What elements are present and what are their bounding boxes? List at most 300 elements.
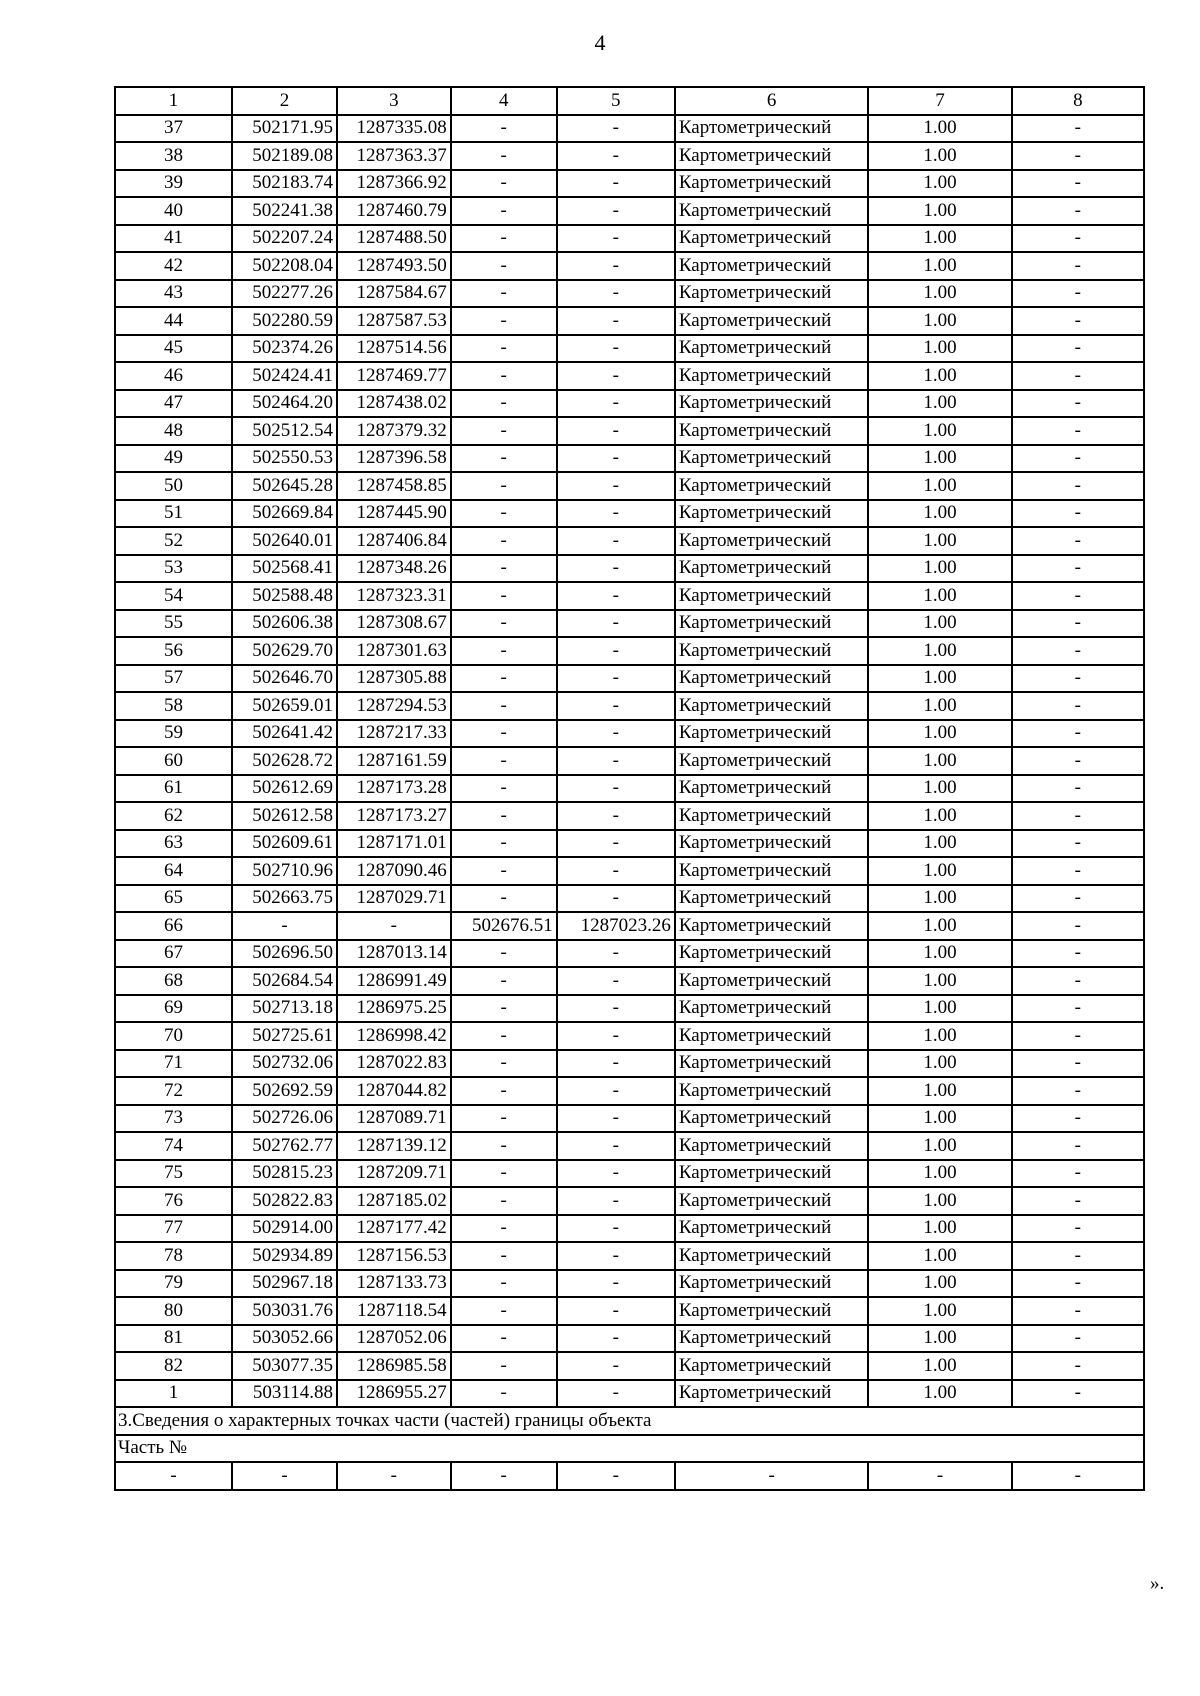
table-row bbox=[115, 280, 1144, 308]
description-cell: - bbox=[1012, 692, 1144, 720]
x-coord-cell: 502934.89 bbox=[232, 1242, 337, 1270]
x-coord-alt-cell: - bbox=[451, 1215, 557, 1243]
x-coord-cell: 502732.06 bbox=[232, 1050, 337, 1078]
x-coord-alt-cell: - bbox=[451, 995, 557, 1023]
table-row bbox=[115, 1270, 1144, 1298]
x-coord-cell: 502692.59 bbox=[232, 1077, 337, 1105]
table-row bbox=[115, 637, 1144, 665]
table-row bbox=[115, 1380, 1144, 1408]
header-cell: 3 bbox=[337, 87, 451, 115]
y-coord-alt-cell: - bbox=[557, 582, 675, 610]
point-number-cell: 46 bbox=[115, 362, 232, 390]
table-row bbox=[115, 170, 1144, 198]
description-cell: - bbox=[1012, 555, 1144, 583]
y-coord-alt-cell: - bbox=[557, 1105, 675, 1133]
method-cell: Картометрический bbox=[675, 115, 869, 143]
point-number-cell: 45 bbox=[115, 335, 232, 363]
method-cell: Картометрический bbox=[675, 967, 869, 995]
table-row bbox=[115, 252, 1144, 280]
method-cell: Картометрический bbox=[675, 555, 869, 583]
x-coord-alt-cell: - bbox=[451, 197, 557, 225]
x-coord-alt-cell: - bbox=[451, 555, 557, 583]
empty-cell: - bbox=[557, 1462, 675, 1490]
y-coord-cell: 1287379.32 bbox=[337, 417, 451, 445]
x-coord-alt-cell: - bbox=[451, 885, 557, 913]
table-row bbox=[115, 912, 1144, 940]
x-coord-alt-cell: - bbox=[451, 1297, 557, 1325]
y-coord-alt-cell: - bbox=[557, 1160, 675, 1188]
empty-cell: - bbox=[337, 1462, 451, 1490]
x-coord-cell: 503077.35 bbox=[232, 1352, 337, 1380]
table-row bbox=[115, 1187, 1144, 1215]
method-cell: Картометрический bbox=[675, 417, 869, 445]
point-number-cell: 56 bbox=[115, 637, 232, 665]
x-coord-cell: 502512.54 bbox=[232, 417, 337, 445]
header-cell: 6 bbox=[675, 87, 869, 115]
description-cell: - bbox=[1012, 1022, 1144, 1050]
point-number-cell: 53 bbox=[115, 555, 232, 583]
y-coord-alt-cell: - bbox=[557, 225, 675, 253]
description-cell: - bbox=[1012, 1297, 1144, 1325]
x-coord-alt-cell: - bbox=[451, 1187, 557, 1215]
x-coord-alt-cell: - bbox=[451, 610, 557, 638]
point-number-cell: 58 bbox=[115, 692, 232, 720]
description-cell: - bbox=[1012, 1187, 1144, 1215]
precision-cell: 1.00 bbox=[868, 527, 1011, 555]
y-coord-alt-cell: - bbox=[557, 335, 675, 363]
y-coord-cell: 1287308.67 bbox=[337, 610, 451, 638]
precision-cell: 1.00 bbox=[868, 610, 1011, 638]
method-cell: Картометрический bbox=[675, 610, 869, 638]
method-cell: Картометрический bbox=[675, 527, 869, 555]
y-coord-alt-cell: - bbox=[557, 1187, 675, 1215]
description-cell: - bbox=[1012, 142, 1144, 170]
x-coord-alt-cell: - bbox=[451, 362, 557, 390]
x-coord-alt-cell: - bbox=[451, 967, 557, 995]
precision-cell: 1.00 bbox=[868, 472, 1011, 500]
point-number-cell: 62 bbox=[115, 802, 232, 830]
y-coord-cell: 1287396.58 bbox=[337, 445, 451, 473]
table-row bbox=[115, 1352, 1144, 1380]
x-coord-alt-cell: - bbox=[451, 1242, 557, 1270]
point-number-cell: 81 bbox=[115, 1325, 232, 1353]
x-coord-cell: 502645.28 bbox=[232, 472, 337, 500]
x-coord-alt-cell: - bbox=[451, 307, 557, 335]
point-number-cell: 57 bbox=[115, 665, 232, 693]
x-coord-cell: 502684.54 bbox=[232, 967, 337, 995]
y-coord-alt-cell: - bbox=[557, 692, 675, 720]
x-coord-alt-cell: - bbox=[451, 775, 557, 803]
x-coord-cell: 502663.75 bbox=[232, 885, 337, 913]
x-coord-cell: 503052.66 bbox=[232, 1325, 337, 1353]
precision-cell: 1.00 bbox=[868, 1242, 1011, 1270]
y-coord-cell: 1287458.85 bbox=[337, 472, 451, 500]
table-row bbox=[115, 335, 1144, 363]
description-cell: - bbox=[1012, 885, 1144, 913]
x-coord-cell: 503031.76 bbox=[232, 1297, 337, 1325]
y-coord-alt-cell: - bbox=[557, 472, 675, 500]
empty-cell: - bbox=[232, 1462, 337, 1490]
description-cell: - bbox=[1012, 225, 1144, 253]
method-cell: Картометрический bbox=[675, 665, 869, 693]
description-cell: - bbox=[1012, 637, 1144, 665]
precision-cell: 1.00 bbox=[868, 1352, 1011, 1380]
point-number-cell: 39 bbox=[115, 170, 232, 198]
x-coord-alt-cell: - bbox=[451, 445, 557, 473]
description-cell: - bbox=[1012, 197, 1144, 225]
table-row bbox=[115, 362, 1144, 390]
precision-cell: 1.00 bbox=[868, 142, 1011, 170]
description-cell: - bbox=[1012, 1380, 1144, 1408]
x-coord-alt-cell: - bbox=[451, 527, 557, 555]
precision-cell: 1.00 bbox=[868, 940, 1011, 968]
point-number-cell: 59 bbox=[115, 720, 232, 748]
precision-cell: 1.00 bbox=[868, 967, 1011, 995]
y-coord-cell: 1287301.63 bbox=[337, 637, 451, 665]
method-cell: Картометрический bbox=[675, 1077, 869, 1105]
y-coord-alt-cell: - bbox=[557, 747, 675, 775]
method-cell: Картометрический bbox=[675, 362, 869, 390]
method-cell: Картометрический bbox=[675, 500, 869, 528]
table-row bbox=[115, 940, 1144, 968]
point-number-cell: 70 bbox=[115, 1022, 232, 1050]
point-number-cell: 76 bbox=[115, 1187, 232, 1215]
y-coord-cell: 1287348.26 bbox=[337, 555, 451, 583]
precision-cell: 1.00 bbox=[868, 500, 1011, 528]
precision-cell: 1.00 bbox=[868, 1325, 1011, 1353]
table-row bbox=[115, 692, 1144, 720]
table-row bbox=[115, 995, 1144, 1023]
y-coord-alt-cell: - bbox=[557, 1022, 675, 1050]
y-coord-cell: 1287090.46 bbox=[337, 857, 451, 885]
method-cell: Картометрический bbox=[675, 472, 869, 500]
y-coord-alt-cell: - bbox=[557, 610, 675, 638]
coordinates-table bbox=[114, 86, 1145, 1491]
table-row bbox=[115, 665, 1144, 693]
x-coord-cell: 502609.61 bbox=[232, 830, 337, 858]
point-number-cell: 66 bbox=[115, 912, 232, 940]
table-row bbox=[115, 500, 1144, 528]
precision-cell: 1.00 bbox=[868, 555, 1011, 583]
precision-cell: 1.00 bbox=[868, 115, 1011, 143]
y-coord-alt-cell: - bbox=[557, 1297, 675, 1325]
y-coord-alt-cell: - bbox=[557, 1215, 675, 1243]
y-coord-alt-cell: - bbox=[557, 637, 675, 665]
description-cell: - bbox=[1012, 610, 1144, 638]
point-number-cell: 63 bbox=[115, 830, 232, 858]
point-number-cell: 78 bbox=[115, 1242, 232, 1270]
x-coord-cell: 502641.42 bbox=[232, 720, 337, 748]
method-cell: Картометрический bbox=[675, 1297, 869, 1325]
x-coord-alt-cell: - bbox=[451, 1050, 557, 1078]
table-row bbox=[115, 747, 1144, 775]
method-cell: Картометрический bbox=[675, 1187, 869, 1215]
method-cell: Картометрический bbox=[675, 280, 869, 308]
x-coord-cell: 502208.04 bbox=[232, 252, 337, 280]
y-coord-alt-cell: - bbox=[557, 390, 675, 418]
precision-cell: 1.00 bbox=[868, 720, 1011, 748]
point-number-cell: 74 bbox=[115, 1132, 232, 1160]
precision-cell: 1.00 bbox=[868, 747, 1011, 775]
y-coord-cell: 1287514.56 bbox=[337, 335, 451, 363]
description-cell: - bbox=[1012, 527, 1144, 555]
x-coord-cell: 502588.48 bbox=[232, 582, 337, 610]
precision-cell: 1.00 bbox=[868, 197, 1011, 225]
x-coord-alt-cell: - bbox=[451, 940, 557, 968]
x-coord-cell: 502822.83 bbox=[232, 1187, 337, 1215]
description-cell: - bbox=[1012, 445, 1144, 473]
y-coord-alt-cell: - bbox=[557, 252, 675, 280]
point-number-cell: 61 bbox=[115, 775, 232, 803]
precision-cell: 1.00 bbox=[868, 170, 1011, 198]
x-coord-alt-cell: - bbox=[451, 637, 557, 665]
y-coord-cell: 1287438.02 bbox=[337, 390, 451, 418]
y-coord-alt-cell: - bbox=[557, 1077, 675, 1105]
method-cell: Картометрический bbox=[675, 1242, 869, 1270]
y-coord-cell: 1287363.37 bbox=[337, 142, 451, 170]
precision-cell: 1.00 bbox=[868, 1380, 1011, 1408]
description-cell: - bbox=[1012, 1270, 1144, 1298]
y-coord-alt-cell: - bbox=[557, 417, 675, 445]
y-coord-alt-cell: 1287023.26 bbox=[557, 912, 675, 940]
description-cell: - bbox=[1012, 747, 1144, 775]
point-number-cell: 48 bbox=[115, 417, 232, 445]
description-cell: - bbox=[1012, 417, 1144, 445]
table-row bbox=[115, 1022, 1144, 1050]
y-coord-cell: 1287029.71 bbox=[337, 885, 451, 913]
method-cell: Картометрический bbox=[675, 1022, 869, 1050]
point-number-cell: 69 bbox=[115, 995, 232, 1023]
x-coord-cell: 502550.53 bbox=[232, 445, 337, 473]
precision-cell: 1.00 bbox=[868, 225, 1011, 253]
x-coord-alt-cell: - bbox=[451, 142, 557, 170]
table-row bbox=[115, 1077, 1144, 1105]
point-number-cell: 67 bbox=[115, 940, 232, 968]
precision-cell: 1.00 bbox=[868, 280, 1011, 308]
y-coord-cell: 1287488.50 bbox=[337, 225, 451, 253]
method-cell: Картометрический bbox=[675, 225, 869, 253]
method-cell: Картометрический bbox=[675, 720, 869, 748]
description-cell: - bbox=[1012, 472, 1144, 500]
precision-cell: 1.00 bbox=[868, 1105, 1011, 1133]
y-coord-alt-cell: - bbox=[557, 665, 675, 693]
x-coord-cell: - bbox=[232, 912, 337, 940]
x-coord-cell: 502424.41 bbox=[232, 362, 337, 390]
method-cell: Картометрический bbox=[675, 142, 869, 170]
table-row bbox=[115, 1297, 1144, 1325]
x-coord-cell: 502762.77 bbox=[232, 1132, 337, 1160]
table-row bbox=[115, 967, 1144, 995]
y-coord-alt-cell: - bbox=[557, 500, 675, 528]
table-row bbox=[115, 830, 1144, 858]
x-coord-alt-cell: - bbox=[451, 500, 557, 528]
description-cell: - bbox=[1012, 802, 1144, 830]
table-row bbox=[115, 115, 1144, 143]
method-cell: Картометрический bbox=[675, 390, 869, 418]
precision-cell: 1.00 bbox=[868, 1187, 1011, 1215]
x-coord-alt-cell: - bbox=[451, 582, 557, 610]
method-cell: Картометрический bbox=[675, 775, 869, 803]
point-number-cell: 82 bbox=[115, 1352, 232, 1380]
x-coord-alt-cell: - bbox=[451, 170, 557, 198]
point-number-cell: 52 bbox=[115, 527, 232, 555]
y-coord-alt-cell: - bbox=[557, 362, 675, 390]
method-cell: Картометрический bbox=[675, 1050, 869, 1078]
x-coord-cell: 502640.01 bbox=[232, 527, 337, 555]
description-cell: - bbox=[1012, 307, 1144, 335]
part-row bbox=[115, 1435, 1144, 1463]
table-row bbox=[115, 142, 1144, 170]
method-cell: Картометрический bbox=[675, 582, 869, 610]
y-coord-cell: 1287185.02 bbox=[337, 1187, 451, 1215]
x-coord-cell: 502669.84 bbox=[232, 500, 337, 528]
point-number-cell: 80 bbox=[115, 1297, 232, 1325]
point-number-cell: 38 bbox=[115, 142, 232, 170]
y-coord-cell: 1287173.27 bbox=[337, 802, 451, 830]
table-row bbox=[115, 417, 1144, 445]
description-cell: - bbox=[1012, 115, 1144, 143]
x-coord-alt-cell: - bbox=[451, 802, 557, 830]
precision-cell: 1.00 bbox=[868, 1050, 1011, 1078]
header-cell: 8 bbox=[1012, 87, 1144, 115]
description-cell: - bbox=[1012, 912, 1144, 940]
description-cell: - bbox=[1012, 857, 1144, 885]
point-number-cell: 60 bbox=[115, 747, 232, 775]
method-cell: Картометрический bbox=[675, 197, 869, 225]
description-cell: - bbox=[1012, 1105, 1144, 1133]
y-coord-cell: 1287139.12 bbox=[337, 1132, 451, 1160]
point-number-cell: 41 bbox=[115, 225, 232, 253]
x-coord-alt-cell: - bbox=[451, 390, 557, 418]
page-number: 4 bbox=[594, 30, 606, 55]
y-coord-cell: 1287587.53 bbox=[337, 307, 451, 335]
x-coord-alt-cell: 502676.51 bbox=[451, 912, 557, 940]
method-cell: Картометрический bbox=[675, 1105, 869, 1133]
precision-cell: 1.00 bbox=[868, 252, 1011, 280]
y-coord-alt-cell: - bbox=[557, 940, 675, 968]
part-label: Часть № bbox=[115, 1435, 1144, 1463]
x-coord-cell: 502967.18 bbox=[232, 1270, 337, 1298]
y-coord-cell: 1287156.53 bbox=[337, 1242, 451, 1270]
header-cell: 4 bbox=[451, 87, 557, 115]
x-coord-alt-cell: - bbox=[451, 225, 557, 253]
point-number-cell: 47 bbox=[115, 390, 232, 418]
y-coord-alt-cell: - bbox=[557, 1242, 675, 1270]
description-cell: - bbox=[1012, 720, 1144, 748]
description-cell: - bbox=[1012, 995, 1144, 1023]
point-number-cell: 64 bbox=[115, 857, 232, 885]
y-coord-cell: 1287294.53 bbox=[337, 692, 451, 720]
precision-cell: 1.00 bbox=[868, 417, 1011, 445]
point-number-cell: 50 bbox=[115, 472, 232, 500]
method-cell: Картометрический bbox=[675, 747, 869, 775]
method-cell: Картометрический bbox=[675, 1132, 869, 1160]
precision-cell: 1.00 bbox=[868, 390, 1011, 418]
description-cell: - bbox=[1012, 665, 1144, 693]
description-cell: - bbox=[1012, 1352, 1144, 1380]
point-number-cell: 71 bbox=[115, 1050, 232, 1078]
x-coord-cell: 502189.08 bbox=[232, 142, 337, 170]
description-cell: - bbox=[1012, 1132, 1144, 1160]
y-coord-alt-cell: - bbox=[557, 115, 675, 143]
precision-cell: 1.00 bbox=[868, 692, 1011, 720]
method-cell: Картометрический bbox=[675, 885, 869, 913]
x-coord-cell: 502207.24 bbox=[232, 225, 337, 253]
method-cell: Картометрический bbox=[675, 912, 869, 940]
table-row bbox=[115, 582, 1144, 610]
x-coord-alt-cell: - bbox=[451, 115, 557, 143]
precision-cell: 1.00 bbox=[868, 1160, 1011, 1188]
y-coord-alt-cell: - bbox=[557, 197, 675, 225]
description-cell: - bbox=[1012, 252, 1144, 280]
empty-cell: - bbox=[1012, 1462, 1144, 1490]
point-number-cell: 49 bbox=[115, 445, 232, 473]
precision-cell: 1.00 bbox=[868, 1297, 1011, 1325]
point-number-cell: 55 bbox=[115, 610, 232, 638]
x-coord-cell: 502612.58 bbox=[232, 802, 337, 830]
point-number-cell: 65 bbox=[115, 885, 232, 913]
table-row bbox=[115, 197, 1144, 225]
description-cell: - bbox=[1012, 500, 1144, 528]
header-cell: 2 bbox=[232, 87, 337, 115]
y-coord-alt-cell: - bbox=[557, 802, 675, 830]
x-coord-alt-cell: - bbox=[451, 1077, 557, 1105]
description-cell: - bbox=[1012, 1325, 1144, 1353]
y-coord-cell: 1287022.83 bbox=[337, 1050, 451, 1078]
x-coord-cell: 502713.18 bbox=[232, 995, 337, 1023]
y-coord-cell: 1287118.54 bbox=[337, 1297, 451, 1325]
point-number-cell: 43 bbox=[115, 280, 232, 308]
point-number-cell: 42 bbox=[115, 252, 232, 280]
point-number-cell: 37 bbox=[115, 115, 232, 143]
description-cell: - bbox=[1012, 940, 1144, 968]
method-cell: Картометрический bbox=[675, 1215, 869, 1243]
method-cell: Картометрический bbox=[675, 1380, 869, 1408]
header-cell: 1 bbox=[115, 87, 232, 115]
y-coord-alt-cell: - bbox=[557, 170, 675, 198]
empty-cell: - bbox=[868, 1462, 1011, 1490]
x-coord-alt-cell: - bbox=[451, 1105, 557, 1133]
method-cell: Картометрический bbox=[675, 1325, 869, 1353]
x-coord-alt-cell: - bbox=[451, 417, 557, 445]
table-row bbox=[115, 885, 1144, 913]
y-coord-cell: 1287366.92 bbox=[337, 170, 451, 198]
point-number-cell: 44 bbox=[115, 307, 232, 335]
table-row bbox=[115, 1215, 1144, 1243]
x-coord-alt-cell: - bbox=[451, 857, 557, 885]
x-coord-alt-cell: - bbox=[451, 280, 557, 308]
y-coord-alt-cell: - bbox=[557, 995, 675, 1023]
precision-cell: 1.00 bbox=[868, 1270, 1011, 1298]
closing-quote-mark: ». bbox=[1150, 1573, 1165, 1594]
x-coord-alt-cell: - bbox=[451, 747, 557, 775]
precision-cell: 1.00 bbox=[868, 637, 1011, 665]
table-row bbox=[115, 555, 1144, 583]
x-coord-cell: 502914.00 bbox=[232, 1215, 337, 1243]
empty-part-row bbox=[115, 1462, 1144, 1490]
section-title-row bbox=[115, 1407, 1144, 1435]
point-number-cell: 73 bbox=[115, 1105, 232, 1133]
x-coord-cell: 502241.38 bbox=[232, 197, 337, 225]
description-cell: - bbox=[1012, 362, 1144, 390]
table-row bbox=[115, 307, 1144, 335]
y-coord-alt-cell: - bbox=[557, 1132, 675, 1160]
x-coord-cell: 502277.26 bbox=[232, 280, 337, 308]
y-coord-alt-cell: - bbox=[557, 830, 675, 858]
y-coord-cell: 1287217.33 bbox=[337, 720, 451, 748]
precision-cell: 1.00 bbox=[868, 912, 1011, 940]
x-coord-alt-cell: - bbox=[451, 720, 557, 748]
